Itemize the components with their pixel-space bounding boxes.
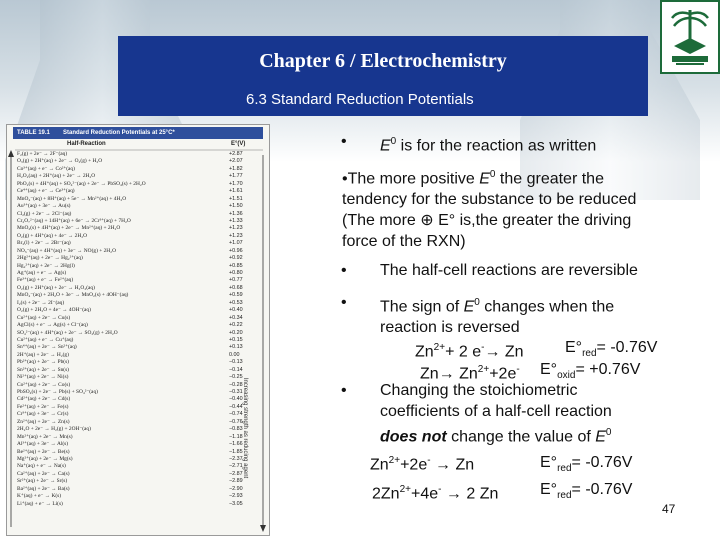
table-row [7, 396, 269, 403]
e-value: +0.53 [229, 299, 243, 306]
eq3-a: Zn [370, 456, 389, 474]
e-value: +1.70 [229, 180, 243, 187]
bullet-5-line-2: coefficients of a half-cell reaction [380, 403, 612, 420]
superscript: - [516, 364, 520, 375]
e-value: −2.71 [229, 463, 243, 470]
table-row [7, 166, 269, 173]
table-row [7, 188, 269, 195]
table-row [7, 330, 269, 337]
e-value: +0.20 [229, 329, 243, 336]
half-reaction: MnO₂(s) + 4H⁺(aq) + 2e⁻ → Mn²⁺(aq) + 2H₂O [17, 225, 121, 232]
e-value: +0.96 [229, 247, 243, 254]
half-reaction: SO₄²⁻(aq) + 4H⁺(aq) + 2e⁻ → SO₂(g) + 2H₂O [17, 329, 118, 336]
palm-emblem-icon [662, 2, 718, 72]
e-value: −2.87 [229, 470, 243, 477]
e-value: −2.37 [229, 455, 243, 462]
e-value: +0.68 [229, 284, 243, 291]
half-reaction: MnO₄⁻(aq) + 8H⁺(aq) + 5e⁻ → Mn²⁺(aq) + 4H₂O [17, 195, 127, 202]
eq2-a: Zn→ Zn [420, 365, 478, 383]
e-value: −1.18 [229, 433, 243, 440]
e-value: +0.85 [229, 262, 243, 269]
half-reaction: 2Hg²⁺(aq) + 2e⁻ → Hg₂²⁺(aq) [17, 255, 83, 262]
half-reaction: AgCl(s) + e⁻ → Ag(s) + Cl⁻(aq) [17, 322, 88, 329]
half-reaction: Be²⁺(aq) + 2e⁻ → Be(s) [17, 448, 70, 455]
e-value: −1.66 [229, 441, 243, 448]
table-row [7, 285, 269, 292]
eq1-c: → Zn [484, 343, 524, 361]
table-row [7, 292, 269, 299]
e-value: −3.05 [229, 500, 243, 507]
superscript: 0 [474, 297, 480, 308]
subscript: oxid [557, 370, 576, 382]
table-row [7, 240, 269, 247]
superscript: 2+ [399, 484, 411, 495]
half-reaction: Co²⁺(aq) + 2e⁻ → Co(s) [17, 381, 71, 388]
bullet-2-line-2: tendency for the substance to be reduced [342, 191, 637, 209]
e-value: +0.34 [229, 314, 243, 321]
subscript: red [557, 490, 572, 502]
half-reaction: NO₃⁻(aq) + 4H⁺(aq) + 3e⁻ → NO(g) + 2H₂O [17, 247, 116, 254]
table-row [7, 352, 269, 359]
eq1-e: E° [565, 339, 583, 356]
table-row [7, 322, 269, 329]
b2-pre: •The more positive [342, 170, 480, 188]
e-value: +0.13 [229, 344, 243, 351]
table-row [7, 203, 269, 210]
half-reaction: Li⁺(aq) + e⁻ → Li(s) [17, 500, 63, 507]
bullet-5-marker: • [341, 382, 347, 399]
bullet-5-line-3 [380, 422, 612, 447]
e-value: +0.15 [229, 336, 243, 343]
e-value: +1.77 [229, 173, 243, 180]
e-value: −2.89 [229, 478, 243, 485]
bullet-1-marker: • [341, 133, 347, 150]
table-row [7, 471, 269, 478]
table-row [7, 211, 269, 218]
superscript: - [481, 342, 485, 353]
table-row [7, 344, 269, 351]
e-value: +1.23 [229, 232, 243, 239]
table-rows [7, 151, 269, 508]
page-number: 47 [662, 502, 676, 516]
superscript: - [427, 455, 431, 466]
e-value: −0.13 [229, 359, 243, 366]
table-row [7, 300, 269, 307]
table-row [7, 181, 269, 188]
subscript: red [557, 463, 572, 475]
table-row [7, 501, 269, 508]
half-reaction: Fe³⁺(aq) + e⁻ → Fe²⁺(aq) [17, 277, 74, 284]
eq1-a: Zn [415, 343, 434, 361]
e-value: +2.87 [229, 151, 243, 157]
half-reaction: I₂(s) + 2e⁻ → 2I⁻(aq) [17, 299, 65, 306]
table-row [7, 374, 269, 381]
bullet-5-line-1: Changing the stoichiometric [380, 382, 578, 399]
half-reaction: Ba²⁺(aq) + 2e⁻ → Ba(s) [17, 485, 70, 492]
table-row [7, 315, 269, 322]
eq2-e: E° [540, 361, 558, 378]
table-row [7, 196, 269, 203]
bullet-1-body: is for the reaction as written [396, 137, 597, 155]
e-value: −0.14 [229, 366, 243, 373]
half-reaction: Hg₂²⁺(aq) + 2e⁻ → 2Hg(l) [17, 262, 75, 269]
reduction-potentials-table-image [6, 124, 270, 536]
table-number: TABLE 19.1 [17, 130, 50, 136]
half-reaction: MnO₄⁻(aq) + 2H₂O + 3e⁻ → MnO₂(s) + 4OH⁻(aq) [17, 292, 129, 299]
table-title: Standard Reduction Potentials at 25°C* [63, 130, 175, 136]
half-reaction: Cr₂O₇²⁻(aq) + 14H⁺(aq) + 6e⁻ → 2Cr³⁺(aq) + 7H₂O [17, 217, 131, 224]
e-value: −0.31 [229, 389, 243, 395]
eq4-e: E° [540, 481, 558, 498]
e-value: −0.40 [229, 396, 243, 403]
bullet-4-line-2: reaction is reversed [380, 319, 520, 337]
e-value: +0.77 [229, 277, 243, 284]
half-reaction: Mn²⁺(aq) + 2e⁻ → Mn(s) [17, 433, 73, 440]
equation-3-potential [540, 452, 632, 479]
subscript: red [582, 348, 597, 360]
table-row [7, 419, 269, 426]
half-reaction: PbO₂(s) + 4H⁺(aq) + SO₄²⁻(aq) + 2e⁻ → PbSO₄(s) + 2H₂O [17, 180, 146, 187]
superscript: 2+ [477, 364, 490, 375]
half-reaction: O₃(g) + 2H⁺(aq) + 2e⁻ → O₂(g) + H₂O [17, 158, 103, 165]
table-row [7, 337, 269, 344]
table-row [7, 248, 269, 255]
e-value: +1.51 [229, 195, 243, 202]
e-value: +0.59 [229, 292, 243, 299]
equation-3-lhs [370, 450, 474, 475]
half-reaction: Cu²⁺(aq) + 2e⁻ → Cu(s) [17, 314, 71, 321]
eq3-b: +2e [400, 456, 428, 474]
half-reaction: Sn²⁺(aq) + 2e⁻ → Sn(s) [17, 366, 69, 373]
half-reaction: K⁺(aq) + e⁻ → K(s) [17, 493, 62, 500]
half-reaction: Fe²⁺(aq) + 2e⁻ → Fe(s) [17, 403, 69, 410]
e-value: −0.76 [229, 418, 243, 425]
bullet-4-line-1 [380, 292, 614, 317]
half-reaction: Br₂(l) + 2e⁻ → 2Br⁻(aq) [17, 240, 71, 247]
bullet-4-marker: • [341, 294, 347, 311]
half-reaction: Au³⁺(aq) + 3e⁻ → Au(s) [17, 203, 71, 210]
bullet-2-line-1 [342, 164, 682, 189]
half-reaction: 2H₂O + 2e⁻ → H₂(g) + 2OH⁻(aq) [17, 426, 91, 433]
half-reaction: Cr³⁺(aq) + 3e⁻ → Cr(s) [17, 411, 69, 418]
slide-title: Chapter 6 / Electrochemistry [259, 49, 507, 72]
e-value: +0.40 [229, 307, 243, 314]
e-value: +0.80 [229, 270, 243, 276]
b2-post: the greater the [495, 170, 604, 188]
title-bar [118, 36, 648, 86]
e-value: −0.44 [229, 403, 243, 410]
e-value: +0.92 [229, 255, 243, 262]
half-reaction: H₂O₂(aq) + 2H⁺(aq) + 2e⁻ → 2H₂O [17, 173, 96, 180]
table-row [7, 389, 269, 396]
bullet-2-line-3: (The more ⊕ E° is,the greater the driving [342, 212, 632, 230]
e-value: +1.82 [229, 165, 243, 172]
e-value: +1.23 [229, 225, 243, 232]
e-value: −0.83 [229, 426, 243, 433]
e-value: +0.22 [229, 322, 243, 329]
table-row [7, 359, 269, 366]
table-row [7, 411, 269, 418]
half-reaction: Ni²⁺(aq) + 2e⁻ → Ni(s) [17, 374, 69, 381]
half-reaction: O₂(g) + 4H⁺(aq) + 4e⁻ → 2H₂O [17, 232, 88, 239]
e-value: +1.07 [229, 240, 243, 247]
e-value: +1.50 [229, 203, 243, 210]
table-row [7, 493, 269, 500]
superscript: 0 [605, 427, 612, 438]
table-row [7, 441, 269, 448]
half-reaction: Cd²⁺(aq) + 2e⁻ → Cd(s) [17, 396, 71, 403]
b4-pre: The sign of [380, 298, 464, 316]
eq3-c: → Zn [430, 456, 475, 474]
table-row [7, 478, 269, 485]
e-value: 0.00 [229, 351, 240, 358]
half-reaction: O₂(g) + 2H⁺(aq) + 2e⁻ → H₂O₂(aq) [17, 284, 95, 291]
table-row [7, 307, 269, 314]
e-value: −1.85 [229, 448, 243, 455]
e-value: −0.25 [229, 374, 243, 381]
eq4-a: 2Zn [372, 485, 400, 503]
table-row [7, 158, 269, 165]
half-reaction: Pb²⁺(aq) + 2e⁻ → Pb(s) [17, 359, 69, 366]
half-reaction: Na⁺(aq) + e⁻ → Na(s) [17, 463, 66, 470]
e-value: −2.93 [229, 493, 243, 500]
bullet-1-text [380, 131, 596, 156]
b5-post: change the value of [446, 428, 596, 446]
superscript: 0 [489, 169, 496, 180]
half-reaction: Zn²⁺(aq) + 2e⁻ → Zn(s) [17, 418, 70, 425]
eq4-b: +4e [410, 485, 439, 503]
table-row [7, 463, 269, 470]
table-row [7, 173, 269, 180]
university-logo [660, 0, 720, 74]
e-symbol: E [463, 298, 475, 316]
bullet-4-text [380, 292, 614, 338]
table-row [7, 367, 269, 374]
e-value: −0.28 [229, 381, 243, 388]
half-reaction: F₂(g) + 2e⁻ → 2F⁻(aq) [17, 151, 68, 157]
bullet-2-line-4: force of the RXN) [342, 233, 466, 251]
table-row [7, 225, 269, 232]
table-row [7, 255, 269, 262]
e-value-column-header: E°(V) [231, 141, 246, 147]
half-reaction-column-header: Half-Reaction [67, 141, 106, 147]
bullet-3-marker: • [341, 262, 347, 279]
half-reaction: Mg²⁺(aq) + 2e⁻ → Mg(s) [17, 455, 73, 462]
table-row [7, 449, 269, 456]
eq1-b: + 2 e [445, 343, 482, 361]
half-reaction: PbSO₄(s) + 2e⁻ → Pb(s) + SO₄²⁻(aq) [17, 389, 98, 395]
e-symbol: E [595, 428, 606, 446]
half-reaction: Ag⁺(aq) + e⁻ → Ag(s) [17, 270, 67, 276]
b5-emphasis: does not [380, 428, 447, 446]
bullet-3-text: The half-cell reactions are reversible [380, 262, 638, 279]
table-row [7, 277, 269, 284]
half-reaction: O₂(g) + 2H₂O + 4e⁻ → 4OH⁻(aq) [17, 307, 91, 314]
eq4-value: = -0.76V [571, 481, 633, 498]
half-reaction: Ce⁴⁺(aq) + e⁻ → Ce³⁺(aq) [17, 188, 75, 195]
e-value: +1.33 [229, 217, 243, 224]
b4-post: changes when the [479, 298, 615, 316]
eq1-value: = -0.76V [596, 339, 658, 356]
half-reaction: Ca²⁺(aq) + 2e⁻ → Ca(s) [17, 470, 70, 477]
table-row [7, 456, 269, 463]
bullet-5-text [380, 380, 612, 447]
table-row [7, 270, 269, 277]
half-reaction: Al³⁺(aq) + 3e⁻ → Al(s) [17, 441, 69, 448]
e-value: +1.61 [229, 188, 243, 195]
eq2-b: +2e [489, 365, 517, 383]
table-row [7, 426, 269, 433]
superscript: 0 [390, 136, 397, 147]
half-reaction: Co³⁺(aq) + e⁻ → Co²⁺(aq) [17, 165, 75, 172]
e-value: +2.07 [229, 158, 243, 165]
bullet-2-text [342, 164, 682, 252]
table-row [7, 218, 269, 225]
table-row [7, 382, 269, 389]
half-reaction: 2H⁺(aq) + 2e⁻ → H₂(g) [17, 351, 69, 358]
e-value: +1.36 [229, 210, 243, 217]
e-symbol: E [479, 170, 490, 188]
table-header [13, 127, 263, 139]
superscript: - [438, 484, 442, 495]
table-row [7, 151, 269, 158]
slide-subtitle: 6.3 Standard Reduction Potentials [246, 91, 474, 108]
reducing-strength-label: Increasing strength as reducing agent [242, 377, 249, 479]
table-row [7, 263, 269, 270]
half-reaction: Cu²⁺(aq) + e⁻ → Cu⁺(aq) [17, 336, 74, 343]
eq3-e: E° [540, 454, 558, 471]
half-reaction: Sn⁴⁺(aq) + 2e⁻ → Sn²⁺(aq) [17, 344, 77, 351]
superscript: 2+ [388, 455, 401, 466]
table-row [7, 434, 269, 441]
eq2-value: = +0.76V [575, 361, 641, 378]
table-row [7, 486, 269, 493]
half-reaction: Sr²⁺(aq) + 2e⁻ → Sr(s) [17, 478, 68, 485]
equation-4-potential [540, 479, 632, 506]
eq3-value: = -0.76V [571, 454, 633, 471]
superscript: 2+ [433, 342, 446, 353]
table-row [7, 233, 269, 240]
e-value: −2.90 [229, 485, 243, 492]
e-symbol: E [380, 137, 391, 155]
e-value: −0.74 [229, 411, 243, 418]
subtitle-bar [118, 86, 648, 116]
half-reaction: Cl₂(g) + 2e⁻ → 2Cl⁻(aq) [17, 210, 72, 217]
table-row [7, 404, 269, 411]
equation-4-lhs [372, 479, 498, 504]
eq4-c: → 2 Zn [441, 485, 499, 503]
